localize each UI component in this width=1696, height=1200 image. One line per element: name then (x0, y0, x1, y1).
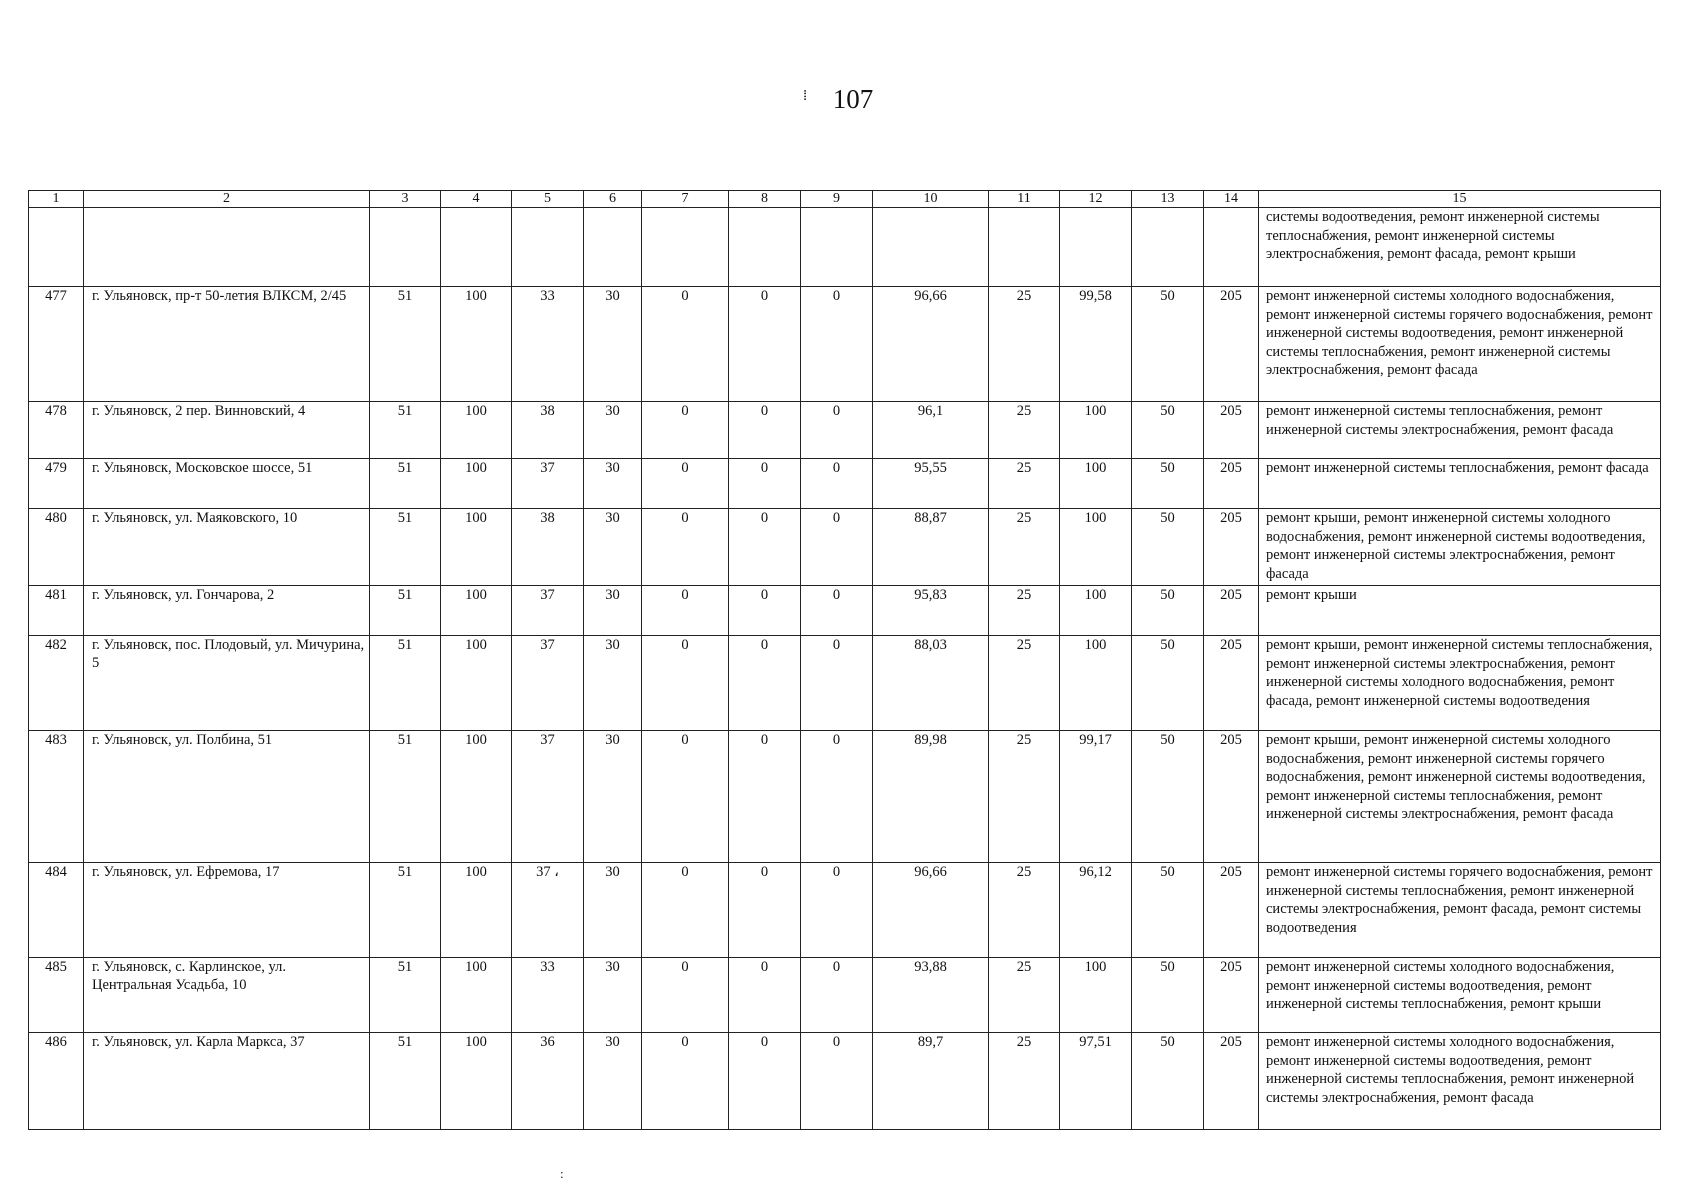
column-header: 11 (989, 191, 1060, 208)
column-header: 7 (642, 191, 729, 208)
table-row (29, 287, 1661, 402)
value-cell: 51 (370, 863, 441, 958)
value-cell: 205 (1204, 459, 1259, 509)
value-cell: 205 (1204, 586, 1259, 636)
works-cell: ремонт инженерной системы холодного водоснабжения, ремонт инженерной системы горячего водоснабжения, ремонт инженерной системы водоотведения, ремонт инженерной системы теплоснабжения, ремонт инженерной системы электроснабжения, ремонт фасада (1259, 287, 1661, 402)
value-cell: 205 (1204, 402, 1259, 459)
value-cell: 89,7 (873, 1033, 989, 1130)
value-cell: 0 (642, 863, 729, 958)
value-cell: 205 (1204, 636, 1259, 731)
value-cell: 51 (370, 636, 441, 731)
column-header: 2 (84, 191, 370, 208)
value-cell: 100 (1060, 636, 1132, 731)
column-header: 15 (1259, 191, 1661, 208)
value-cell: 97,51 (1060, 1033, 1132, 1130)
row-number-cell: 480 (29, 509, 84, 586)
value-cell: 0 (642, 958, 729, 1033)
value-cell: 0 (729, 402, 801, 459)
address-cell: г. Ульяновск, 2 пер. Винновский, 4 (84, 402, 370, 459)
row-number-cell (29, 208, 84, 287)
value-cell: 50 (1132, 731, 1204, 863)
works-cell: ремонт крыши, ремонт инженерной системы теплоснабжения, ремонт инженерной системы электроснабжения, ремонт инженерной системы холодного водоснабжения, ремонт фасада, ремонт инженерной системы водоотведения (1259, 636, 1661, 731)
value-cell: 30 (584, 636, 642, 731)
column-header: 13 (1132, 191, 1204, 208)
address-cell: г. Ульяновск, ул. Ефремова, 17 (84, 863, 370, 958)
stray-mark: : (560, 1166, 564, 1181)
works-cell: ремонт инженерной системы холодного водоснабжения, ремонт инженерной системы водоотведения, ремонт инженерной системы теплоснабжения, ремонт крыши (1259, 958, 1661, 1033)
value-cell: 30 (584, 958, 642, 1033)
value-cell: 50 (1132, 459, 1204, 509)
row-number-cell: 484 (29, 863, 84, 958)
value-cell: 51 (370, 402, 441, 459)
works-cell: ремонт инженерной системы холодного водоснабжения, ремонт инженерной системы водоотведения, ремонт инженерной системы теплоснабжения, ремонт инженерной системы электроснабжения, ремонт фасада (1259, 1033, 1661, 1130)
value-cell (1132, 208, 1204, 287)
value-cell: 0 (729, 863, 801, 958)
column-header: 12 (1060, 191, 1132, 208)
value-cell: 25 (989, 1033, 1060, 1130)
column-header: 8 (729, 191, 801, 208)
table-row (29, 636, 1661, 731)
value-cell: 0 (729, 958, 801, 1033)
table-row (29, 1033, 1661, 1130)
table-row (29, 208, 1661, 287)
value-cell: 25 (989, 459, 1060, 509)
row-number-cell: 479 (29, 459, 84, 509)
column-header: 1 (29, 191, 84, 208)
works-cell: ремонт крыши, ремонт инженерной системы холодного водоснабжения, ремонт инженерной системы горячего водоснабжения, ремонт инженерной системы водоотведения, ремонт инженерной системы теплоснабжения, ремонт инженерной системы электроснабжения, ремонт фасада (1259, 731, 1661, 863)
value-cell: 205 (1204, 958, 1259, 1033)
value-cell: 0 (801, 586, 873, 636)
value-cell: 0 (642, 402, 729, 459)
value-cell: 0 (642, 586, 729, 636)
value-cell: 51 (370, 459, 441, 509)
value-cell: 99,58 (1060, 287, 1132, 402)
value-cell (370, 208, 441, 287)
value-cell: 30 (584, 586, 642, 636)
value-cell (989, 208, 1060, 287)
value-cell (512, 208, 584, 287)
value-cell: 50 (1132, 586, 1204, 636)
value-cell: 0 (801, 863, 873, 958)
value-cell (729, 208, 801, 287)
table-row (29, 459, 1661, 509)
value-cell (584, 208, 642, 287)
header-row (29, 191, 1661, 208)
table-body (29, 208, 1661, 1130)
row-number-cell: 478 (29, 402, 84, 459)
value-cell: 100 (1060, 402, 1132, 459)
value-cell: 25 (989, 863, 1060, 958)
row-number-cell: 482 (29, 636, 84, 731)
works-cell: системы водоотведения, ремонт инженерной системы теплоснабжения, ремонт инженерной системы электроснабжения, ремонт фасада, ремонт крыши (1259, 208, 1661, 287)
value-cell: 96,1 (873, 402, 989, 459)
address-cell (84, 208, 370, 287)
value-cell: 25 (989, 509, 1060, 586)
value-cell: 100 (1060, 509, 1132, 586)
value-cell: 50 (1132, 1033, 1204, 1130)
address-cell: г. Ульяновск, ул. Гончарова, 2 (84, 586, 370, 636)
value-cell: 205 (1204, 287, 1259, 402)
value-cell: 205 (1204, 863, 1259, 958)
address-cell: г. Ульяновск, ул. Полбина, 51 (84, 731, 370, 863)
column-header: 3 (370, 191, 441, 208)
value-cell: 0 (729, 636, 801, 731)
value-cell: 0 (729, 586, 801, 636)
value-cell: 38 (512, 402, 584, 459)
value-cell: 100 (441, 1033, 512, 1130)
value-cell: 99,17 (1060, 731, 1132, 863)
value-cell: 100 (1060, 459, 1132, 509)
value-cell: 0 (729, 287, 801, 402)
works-cell: ремонт инженерной системы горячего водоснабжения, ремонт инженерной системы теплоснабжения, ремонт инженерной системы электроснабжения, ремонт фасада, ремонт системы водоотведения (1259, 863, 1661, 958)
value-cell: 0 (729, 1033, 801, 1130)
column-header: 6 (584, 191, 642, 208)
table-row (29, 958, 1661, 1033)
value-cell: 50 (1132, 509, 1204, 586)
value-cell: 51 (370, 586, 441, 636)
register-table (28, 190, 1661, 1130)
value-cell: 100 (1060, 586, 1132, 636)
value-cell: 37 (512, 459, 584, 509)
address-cell: г. Ульяновск, с. Карлинское, ул. Центральная Усадьба, 10 (84, 958, 370, 1033)
value-cell: 36 (512, 1033, 584, 1130)
value-cell: 25 (989, 958, 1060, 1033)
column-header: 9 (801, 191, 873, 208)
value-cell: 0 (801, 1033, 873, 1130)
value-cell: 88,03 (873, 636, 989, 731)
value-cell: 0 (801, 402, 873, 459)
value-cell: 25 (989, 586, 1060, 636)
row-number-cell: 481 (29, 586, 84, 636)
value-cell: 96,66 (873, 863, 989, 958)
value-cell (801, 208, 873, 287)
value-cell: 0 (642, 509, 729, 586)
value-cell: 205 (1204, 509, 1259, 586)
address-cell: г. Ульяновск, ул. Карла Маркса, 37 (84, 1033, 370, 1130)
value-cell: 100 (441, 459, 512, 509)
value-cell: 30 (584, 863, 642, 958)
value-cell: 100 (441, 731, 512, 863)
value-cell: 0 (642, 287, 729, 402)
works-cell: ремонт инженерной системы теплоснабжения, ремонт фасада (1259, 459, 1661, 509)
value-cell: 0 (801, 509, 873, 586)
value-cell: 0 (801, 459, 873, 509)
row-number-cell: 483 (29, 731, 84, 863)
value-cell: 30 (584, 459, 642, 509)
column-header: 10 (873, 191, 989, 208)
value-cell: 38 (512, 509, 584, 586)
value-cell: 0 (729, 509, 801, 586)
table-row (29, 402, 1661, 459)
value-cell: 37 ، (512, 863, 584, 958)
value-cell: 100 (441, 402, 512, 459)
value-cell: 25 (989, 731, 1060, 863)
value-cell: 50 (1132, 863, 1204, 958)
page-mark: ⁞ (803, 88, 808, 104)
value-cell: 50 (1132, 287, 1204, 402)
column-header: 4 (441, 191, 512, 208)
value-cell: 100 (441, 509, 512, 586)
value-cell: 37 (512, 586, 584, 636)
value-cell: 37 (512, 731, 584, 863)
works-cell: ремонт инженерной системы теплоснабжения, ремонт инженерной системы электроснабжения, ремонт фасада (1259, 402, 1661, 459)
value-cell: 205 (1204, 731, 1259, 863)
value-cell (1204, 208, 1259, 287)
value-cell (873, 208, 989, 287)
value-cell: 95,55 (873, 459, 989, 509)
column-header: 5 (512, 191, 584, 208)
value-cell: 51 (370, 287, 441, 402)
value-cell: 0 (729, 731, 801, 863)
value-cell: 30 (584, 402, 642, 459)
value-cell: 51 (370, 1033, 441, 1130)
value-cell: 30 (584, 287, 642, 402)
value-cell: 0 (801, 731, 873, 863)
value-cell: 0 (801, 287, 873, 402)
value-cell: 0 (642, 1033, 729, 1130)
row-number-cell: 485 (29, 958, 84, 1033)
value-cell: 88,87 (873, 509, 989, 586)
value-cell: 0 (801, 636, 873, 731)
value-cell: 100 (441, 958, 512, 1033)
value-cell: 0 (642, 636, 729, 731)
value-cell: 50 (1132, 402, 1204, 459)
value-cell: 100 (441, 586, 512, 636)
value-cell: 25 (989, 636, 1060, 731)
address-cell: г. Ульяновск, пос. Плодовый, ул. Мичурина, 5 (84, 636, 370, 731)
value-cell: 0 (801, 958, 873, 1033)
value-cell: 95,83 (873, 586, 989, 636)
address-cell: г. Ульяновск, пр-т 50-летия ВЛКСМ, 2/45 (84, 287, 370, 402)
value-cell: 0 (642, 459, 729, 509)
address-cell: г. Ульяновск, Московское шоссе, 51 (84, 459, 370, 509)
address-cell: г. Ульяновск, ул. Маяковского, 10 (84, 509, 370, 586)
works-cell: ремонт крыши, ремонт инженерной системы холодного водоснабжения, ремонт инженерной системы водоотведения, ремонт инженерной системы электроснабжения, ремонт фасада (1259, 509, 1661, 586)
value-cell (1060, 208, 1132, 287)
value-cell: 0 (642, 731, 729, 863)
row-number-cell: 486 (29, 1033, 84, 1130)
value-cell: 50 (1132, 636, 1204, 731)
value-cell: 30 (584, 509, 642, 586)
value-cell: 51 (370, 731, 441, 863)
value-cell (642, 208, 729, 287)
value-cell: 93,88 (873, 958, 989, 1033)
value-cell: 33 (512, 287, 584, 402)
table-row (29, 586, 1661, 636)
row-number-cell: 477 (29, 287, 84, 402)
value-cell: 100 (441, 287, 512, 402)
value-cell (441, 208, 512, 287)
value-cell: 96,12 (1060, 863, 1132, 958)
column-header: 14 (1204, 191, 1259, 208)
value-cell: 89,98 (873, 731, 989, 863)
value-cell: 25 (989, 287, 1060, 402)
works-cell: ремонт крыши (1259, 586, 1661, 636)
value-cell: 0 (729, 459, 801, 509)
value-cell: 51 (370, 958, 441, 1033)
value-cell: 100 (441, 636, 512, 731)
value-cell: 96,66 (873, 287, 989, 402)
value-cell: 30 (584, 1033, 642, 1130)
value-cell: 51 (370, 509, 441, 586)
table-row (29, 863, 1661, 958)
value-cell: 37 (512, 636, 584, 731)
value-cell: 100 (441, 863, 512, 958)
value-cell: 30 (584, 731, 642, 863)
value-cell: 100 (1060, 958, 1132, 1033)
value-cell: 50 (1132, 958, 1204, 1033)
page-number: 107 (832, 84, 874, 114)
value-cell: 33 (512, 958, 584, 1033)
value-cell: 25 (989, 402, 1060, 459)
table-row (29, 509, 1661, 586)
table-row (29, 731, 1661, 863)
value-cell: 205 (1204, 1033, 1259, 1130)
